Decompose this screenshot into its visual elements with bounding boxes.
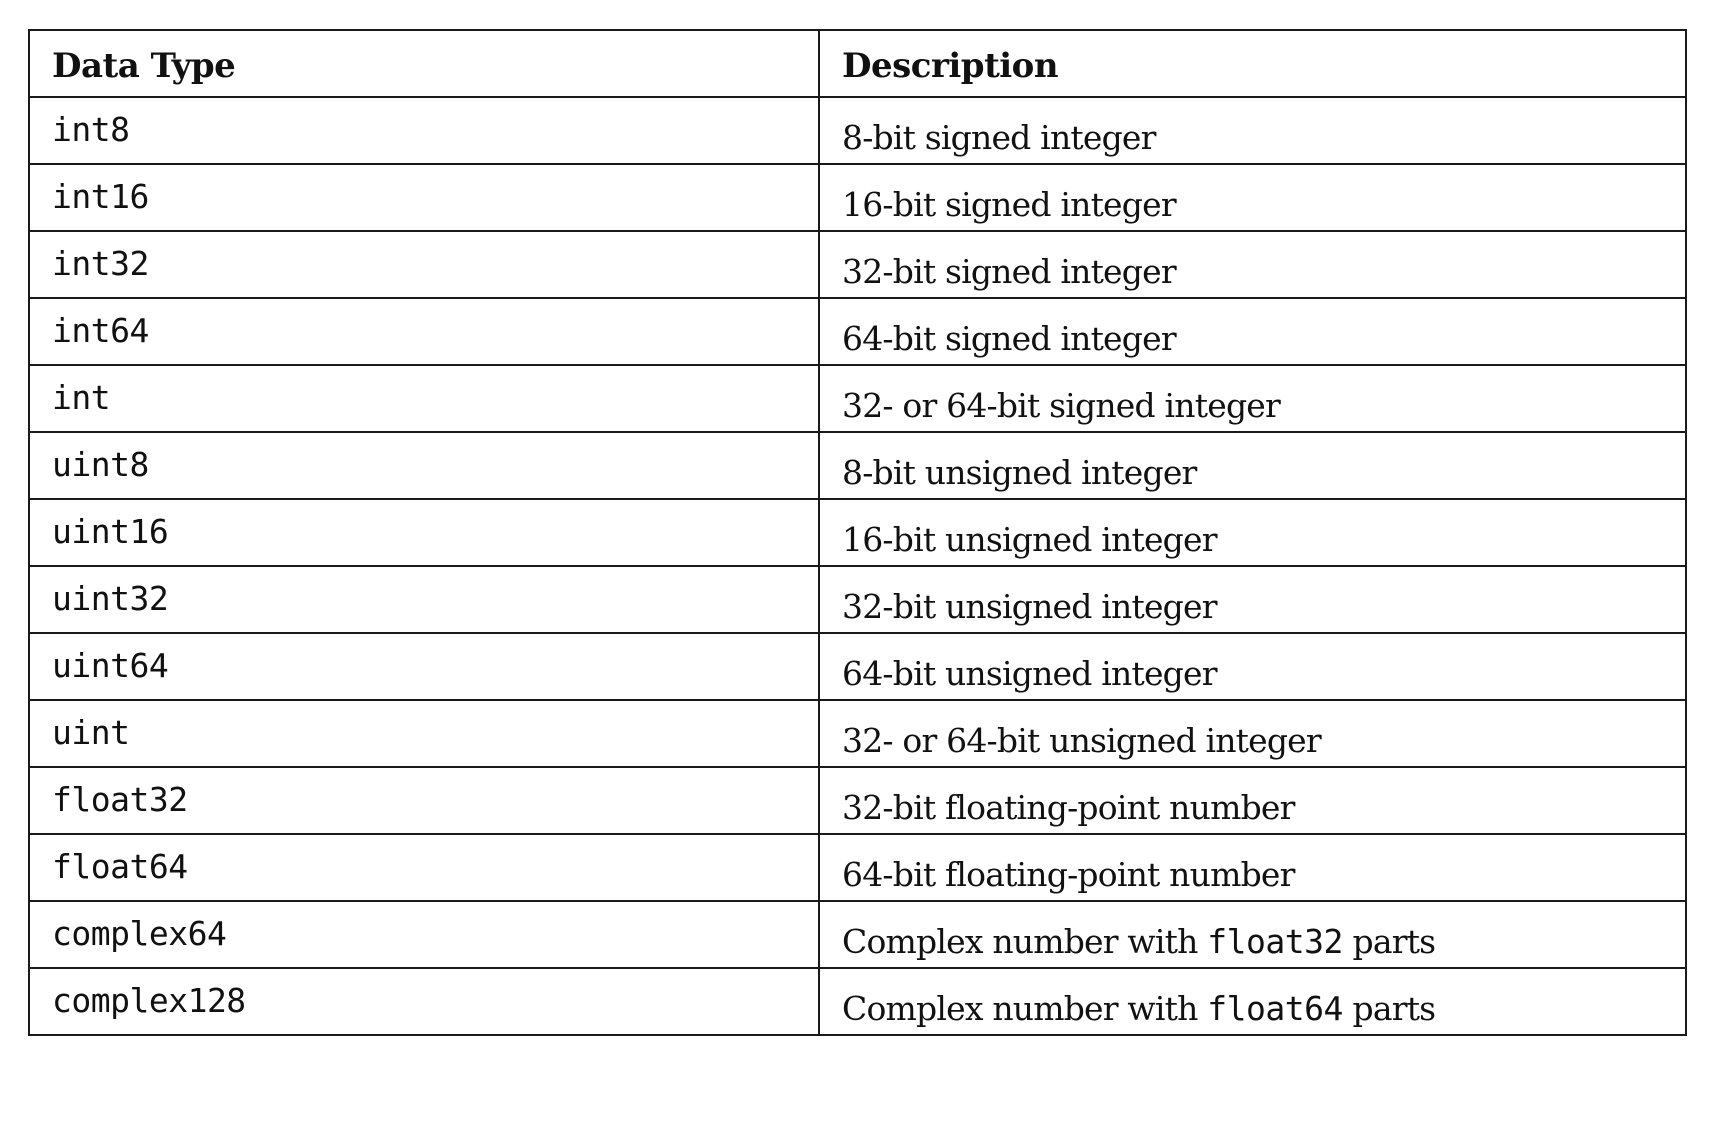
description-cell: 32- or 64-bit unsigned integer	[819, 700, 1686, 767]
type-cell: int32	[29, 231, 819, 298]
type-cell: uint	[29, 700, 819, 767]
table-row	[29, 566, 1686, 633]
type-cell: int8	[29, 97, 819, 164]
description-text: parts	[1342, 922, 1436, 961]
description-cell: 16-bit signed integer	[819, 164, 1686, 231]
table-row	[29, 901, 1686, 968]
description-cell: 8-bit unsigned integer	[819, 432, 1686, 499]
code-inline: float64	[1207, 989, 1343, 1028]
type-cell: uint8	[29, 432, 819, 499]
table-row	[29, 97, 1686, 164]
table-row	[29, 834, 1686, 901]
table-row	[29, 633, 1686, 700]
description-cell: 32-bit floating-point number	[819, 767, 1686, 834]
type-cell: int	[29, 365, 819, 432]
table-row	[29, 298, 1686, 365]
description-cell: 8-bit signed integer	[819, 97, 1686, 164]
table-row	[29, 767, 1686, 834]
data-types-table	[28, 29, 1687, 1036]
description-cell: 64-bit floating-point number	[819, 834, 1686, 901]
table-row	[29, 968, 1686, 1035]
header-data-type: Data Type	[29, 30, 819, 97]
code-inline: float32	[1207, 922, 1343, 961]
type-cell: complex64	[29, 901, 819, 968]
type-cell: uint16	[29, 499, 819, 566]
description-text: Complex number with	[842, 922, 1208, 961]
table-header-row	[29, 30, 1686, 97]
type-cell: complex128	[29, 968, 819, 1035]
table-row	[29, 365, 1686, 432]
description-cell	[819, 968, 1686, 1035]
description-cell: 32-bit unsigned integer	[819, 566, 1686, 633]
type-cell: float64	[29, 834, 819, 901]
type-cell: uint32	[29, 566, 819, 633]
description-text: parts	[1342, 989, 1436, 1028]
header-description: Description	[819, 30, 1686, 97]
type-cell: float32	[29, 767, 819, 834]
description-cell: 64-bit unsigned integer	[819, 633, 1686, 700]
description-cell: 32-bit signed integer	[819, 231, 1686, 298]
description-cell	[819, 901, 1686, 968]
table-row	[29, 432, 1686, 499]
table-row	[29, 231, 1686, 298]
description-text: Complex number with	[842, 989, 1208, 1028]
type-cell: int64	[29, 298, 819, 365]
type-cell: int16	[29, 164, 819, 231]
description-cell: 16-bit unsigned integer	[819, 499, 1686, 566]
table-row	[29, 700, 1686, 767]
description-cell: 64-bit signed integer	[819, 298, 1686, 365]
description-cell: 32- or 64-bit signed integer	[819, 365, 1686, 432]
table-row	[29, 499, 1686, 566]
table-row	[29, 164, 1686, 231]
type-cell: uint64	[29, 633, 819, 700]
